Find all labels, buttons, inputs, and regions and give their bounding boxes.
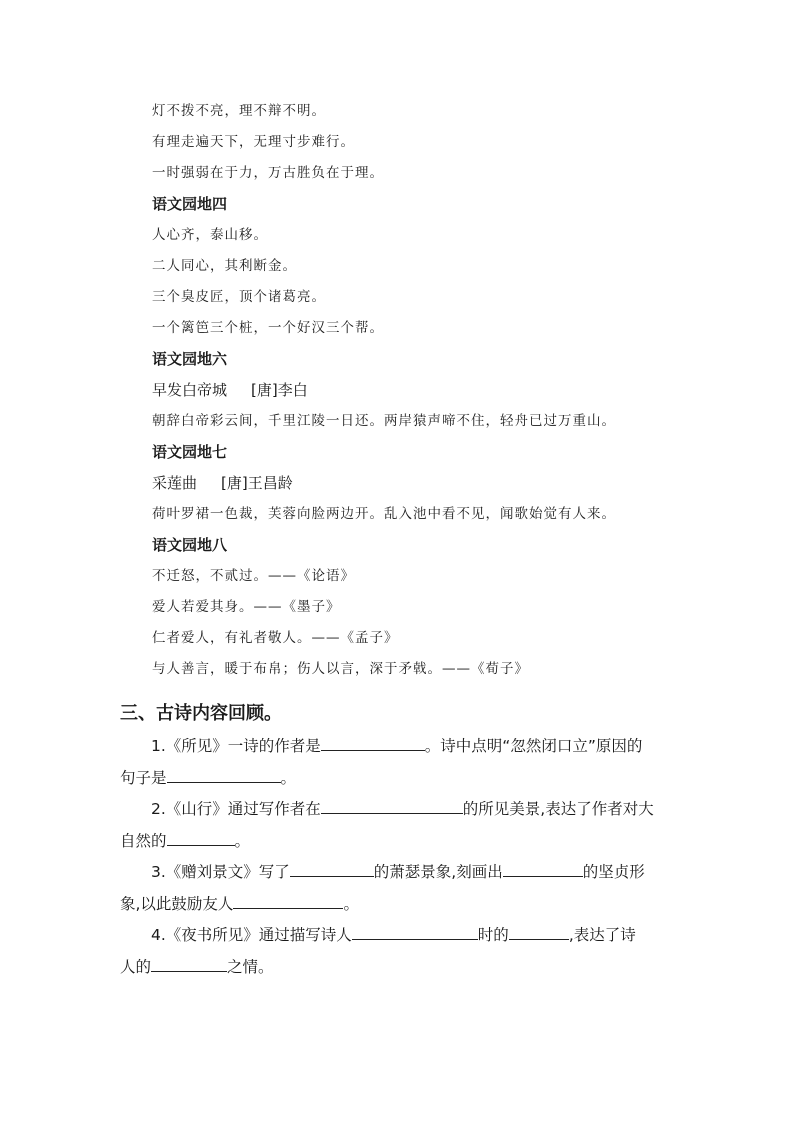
poem-author: [唐]王昌龄	[221, 474, 293, 492]
proverb-line: 一时强弱在于力，万古胜负在于理。	[152, 165, 384, 181]
poem-author: [唐]李白	[251, 381, 308, 399]
question-list	[120, 731, 680, 983]
question-4: 4.《夜书所见》通过描写诗人 时的 ,表达了诗 人的 之情。	[120, 920, 680, 983]
answer-blank[interactable]	[503, 858, 583, 877]
poem-title-line	[152, 375, 692, 406]
quote-line: 爱人若爱其身。——《墨子》	[152, 599, 341, 615]
garden4-heading: 语文园地四	[152, 195, 228, 213]
proverb-line: 灯不拨不亮，理不辩不明。	[152, 103, 326, 119]
section-title: 三、古诗内容回顾。	[120, 703, 282, 724]
answer-blank[interactable]	[290, 858, 374, 877]
proverb-line: 一个篱笆三个桩，一个好汉三个帮。	[152, 320, 384, 336]
poem-title-line	[152, 468, 692, 499]
proverb-line: 二人同心，其利断金。	[152, 258, 297, 274]
garden7-heading: 语文园地七	[152, 443, 228, 461]
recitation-content	[152, 96, 692, 685]
proverb-line: 有理走遍天下，无理寸步难行。	[152, 134, 355, 150]
answer-blank[interactable]	[509, 921, 569, 940]
garden8-heading: 语文园地八	[152, 536, 228, 554]
poem-title: 早发白帝城	[152, 381, 228, 399]
answer-blank[interactable]	[321, 795, 463, 814]
question-1: 1.《所见》一诗的作者是 。诗中点明“忽然闭口立”原因的 句子是 。	[120, 731, 680, 794]
garden6-heading: 语文园地六	[152, 350, 228, 368]
poem-text: 朝辞白帝彩云间，千里江陵一日还。两岸猿声啼不住，轻舟已过万重山。	[152, 413, 616, 429]
answer-blank[interactable]	[167, 764, 281, 783]
poem-title: 采莲曲	[152, 474, 198, 492]
question-2: 2.《山行》通过写作者在 的所见美景,表达了作者对大 自然的 。	[120, 794, 680, 857]
answer-blank[interactable]	[352, 921, 478, 940]
answer-blank[interactable]	[151, 953, 227, 972]
quote-line: 仁者爱人，有礼者敬人。——《孟子》	[152, 630, 399, 646]
answer-blank[interactable]	[233, 890, 343, 909]
poem-text: 荷叶罗裙一色裁，芙蓉向脸两边开。乱入池中看不见，闻歌始觉有人来。	[152, 506, 616, 522]
proverb-line: 三个臭皮匠，顶个诸葛亮。	[152, 289, 326, 305]
proverb-line: 人心齐，泰山移。	[152, 227, 268, 243]
answer-blank[interactable]	[167, 827, 235, 846]
quote-line: 与人善言，暖于布帛；伤人以言，深于矛戟。——《荀子》	[152, 661, 529, 677]
question-3: 3.《赠刘景文》写了 的萧瑟景象,刻画出 的坚贞形 象,以此鼓励友人 。	[120, 857, 680, 920]
answer-blank[interactable]	[321, 732, 425, 751]
quote-line: 不迁怒，不贰过。——《论语》	[152, 568, 355, 584]
